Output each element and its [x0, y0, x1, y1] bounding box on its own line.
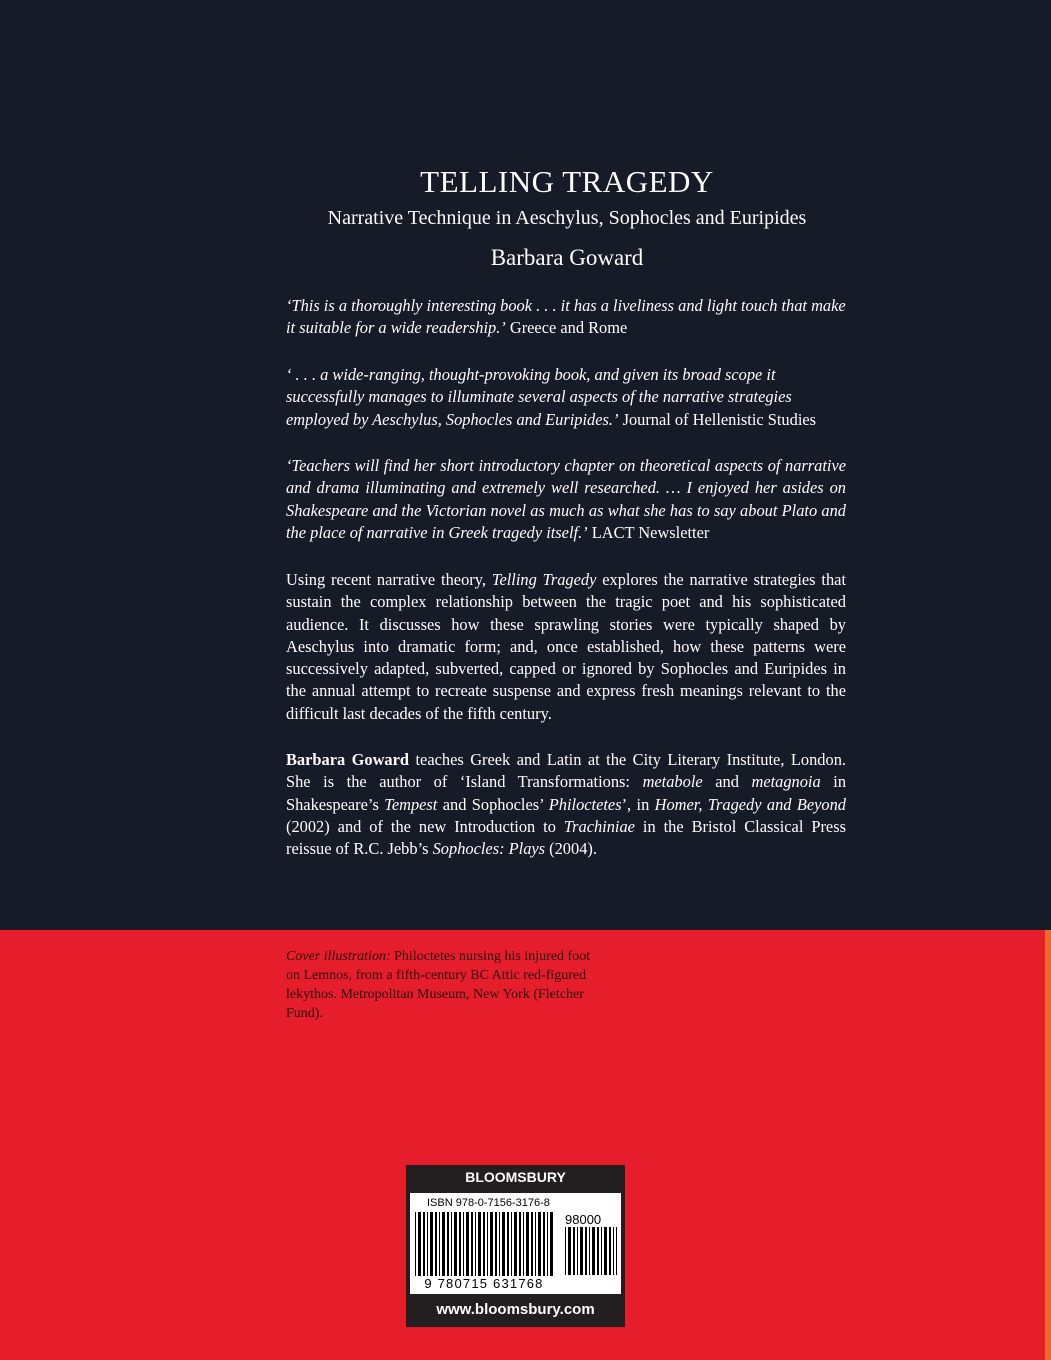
review-2 [286, 364, 846, 431]
barcode-bar [568, 1227, 571, 1275]
review-1-source: Greece and Rome [509, 318, 628, 338]
barcode-bar [519, 1212, 521, 1276]
review-1-quote: ‘This is a thoroughly interesting book . . . it has a liveliness and light touch that make it suitable for a wide readership.’ [286, 296, 846, 338]
ean-digits: 9 780715 631768 [424, 1276, 544, 1291]
review-3-quote: ‘Teachers will find her short introductory chapter on theoretical aspects of narrative and drama illuminating and extremely well researched. … I enjoyed her asides on Shakespeare and the Victorian novel as much as what she has to say about Plato and the place of narrative in Greek tragedy itself.’ [286, 456, 846, 542]
cover-credit-label: Cover illustration: [286, 949, 391, 964]
barcode-area [410, 1193, 621, 1294]
barcode-bar [490, 1212, 493, 1276]
barcode-bar [565, 1227, 566, 1275]
barcode-panel [406, 1165, 625, 1327]
barcode-bar [459, 1212, 461, 1276]
barcode-bar [604, 1227, 607, 1275]
barcode-bar [415, 1212, 416, 1276]
barcode-bar [439, 1212, 440, 1276]
barcode-bar [535, 1212, 536, 1276]
barcode-bar [466, 1212, 469, 1276]
barcode-bar [499, 1212, 500, 1276]
book-title: TELLING TRAGEDY [420, 164, 714, 199]
barcode-bar [502, 1212, 505, 1276]
isbn-number: ISBN 978-0-7156-3176-8 [427, 1197, 550, 1209]
review-3-source: LACT Newsletter [591, 522, 710, 542]
barcode-bar [589, 1227, 590, 1275]
barcode-bar [538, 1212, 541, 1276]
book-subtitle: Narrative Technique in Aeschylus, Sophocles and Euripides [327, 207, 807, 229]
barcode-bar [507, 1212, 509, 1276]
barcode-bar [454, 1212, 457, 1276]
addon-barcode [565, 1227, 617, 1275]
cover-credit-text: Philoctetes nursing his injured foot on Lemnos, from a fifth-century BC Attic red-figured lekythos. Metropolitan Museum, New York (Fletcher Fund). [286, 949, 591, 1021]
barcode-bar [531, 1212, 533, 1276]
barcode-bar [526, 1212, 529, 1276]
review-1 [286, 295, 846, 340]
barcode-bar [483, 1212, 485, 1276]
price-code: 98000 [565, 1212, 602, 1227]
ean-barcode [415, 1212, 555, 1276]
barcode-bar [430, 1212, 433, 1276]
barcode-bar [550, 1212, 553, 1276]
barcode-bar [597, 1227, 599, 1275]
barcode-bar [451, 1212, 452, 1276]
barcode-bar [478, 1212, 481, 1276]
barcode-bar [442, 1212, 445, 1276]
barcode-bar [435, 1212, 437, 1276]
cover-illustration-credit [286, 947, 596, 1023]
barcode-bar [487, 1212, 488, 1276]
barcode-bar [447, 1212, 449, 1276]
barcode-bar [616, 1227, 617, 1275]
author-bio-name: Barbara Goward [286, 750, 410, 769]
barcode-bar [609, 1227, 611, 1275]
book-description: Using recent narrative theory, Telling Tragedy explores the narrative strategies that sustain the complex relationship between the tragic poet and his sophisticated audience. It discusses how these sprawling stories were typically shaped by Aeschylus into dramatic form; and, once established, how these patterns were successively adapted, subverted, capped or ignored by Sophocles and Euripides in the annual attempt to recreate suspense and express fresh meanings relevant to the difficult last decades of the fifth century. [286, 570, 846, 723]
review-2-quote: ‘ . . . a wide-ranging, thought-provoking book, and given its broad scope it successfully manages to illuminate several aspects of the narrative strategies employed by Aeschylus, Sophocles and Euripides.’ [286, 365, 792, 429]
barcode-bar [592, 1227, 595, 1275]
barcode-bar [463, 1212, 464, 1276]
author-bio: Barbara Goward teaches Greek and Latin at the City Literary Institute, London. She is the author of ‘Island Transformations: metabole and metagnoia in Shakespeare’s Tempest and Sophocles’ Philoctetes’, in Homer, Tragedy and Beyond (2002) and of the new Introduction to Trachiniae in the Bristol Classical Press reissue of R.C. Jebb’s Sophocles: Plays (2004). [286, 750, 847, 859]
book-author: Barbara Goward [490, 245, 644, 270]
publisher-logo: BLOOMSBURY [465, 1169, 566, 1185]
barcode-bar [475, 1212, 476, 1276]
barcode-bar [495, 1212, 497, 1276]
barcode-bar [511, 1212, 512, 1276]
barcode-bar [523, 1212, 524, 1276]
barcode-bar [580, 1227, 583, 1275]
barcode-bar [585, 1227, 587, 1275]
review-2-source: Journal of Hellenistic Studies [622, 409, 817, 429]
barcode-bar [573, 1227, 575, 1275]
barcode-bar [423, 1212, 425, 1276]
barcode-bar [601, 1227, 602, 1275]
barcode-bar [514, 1212, 517, 1276]
barcode-bar [427, 1212, 428, 1276]
barcode-bar [547, 1212, 548, 1276]
review-3 [286, 455, 846, 544]
barcode-bar [418, 1212, 421, 1276]
barcode-bar [543, 1212, 545, 1276]
barcode-bar [471, 1212, 473, 1276]
spine-edge [1045, 930, 1051, 1360]
barcode-bar [613, 1227, 614, 1275]
barcode-bar [577, 1227, 578, 1275]
publisher-website: www.bloomsbury.com [436, 1301, 595, 1318]
